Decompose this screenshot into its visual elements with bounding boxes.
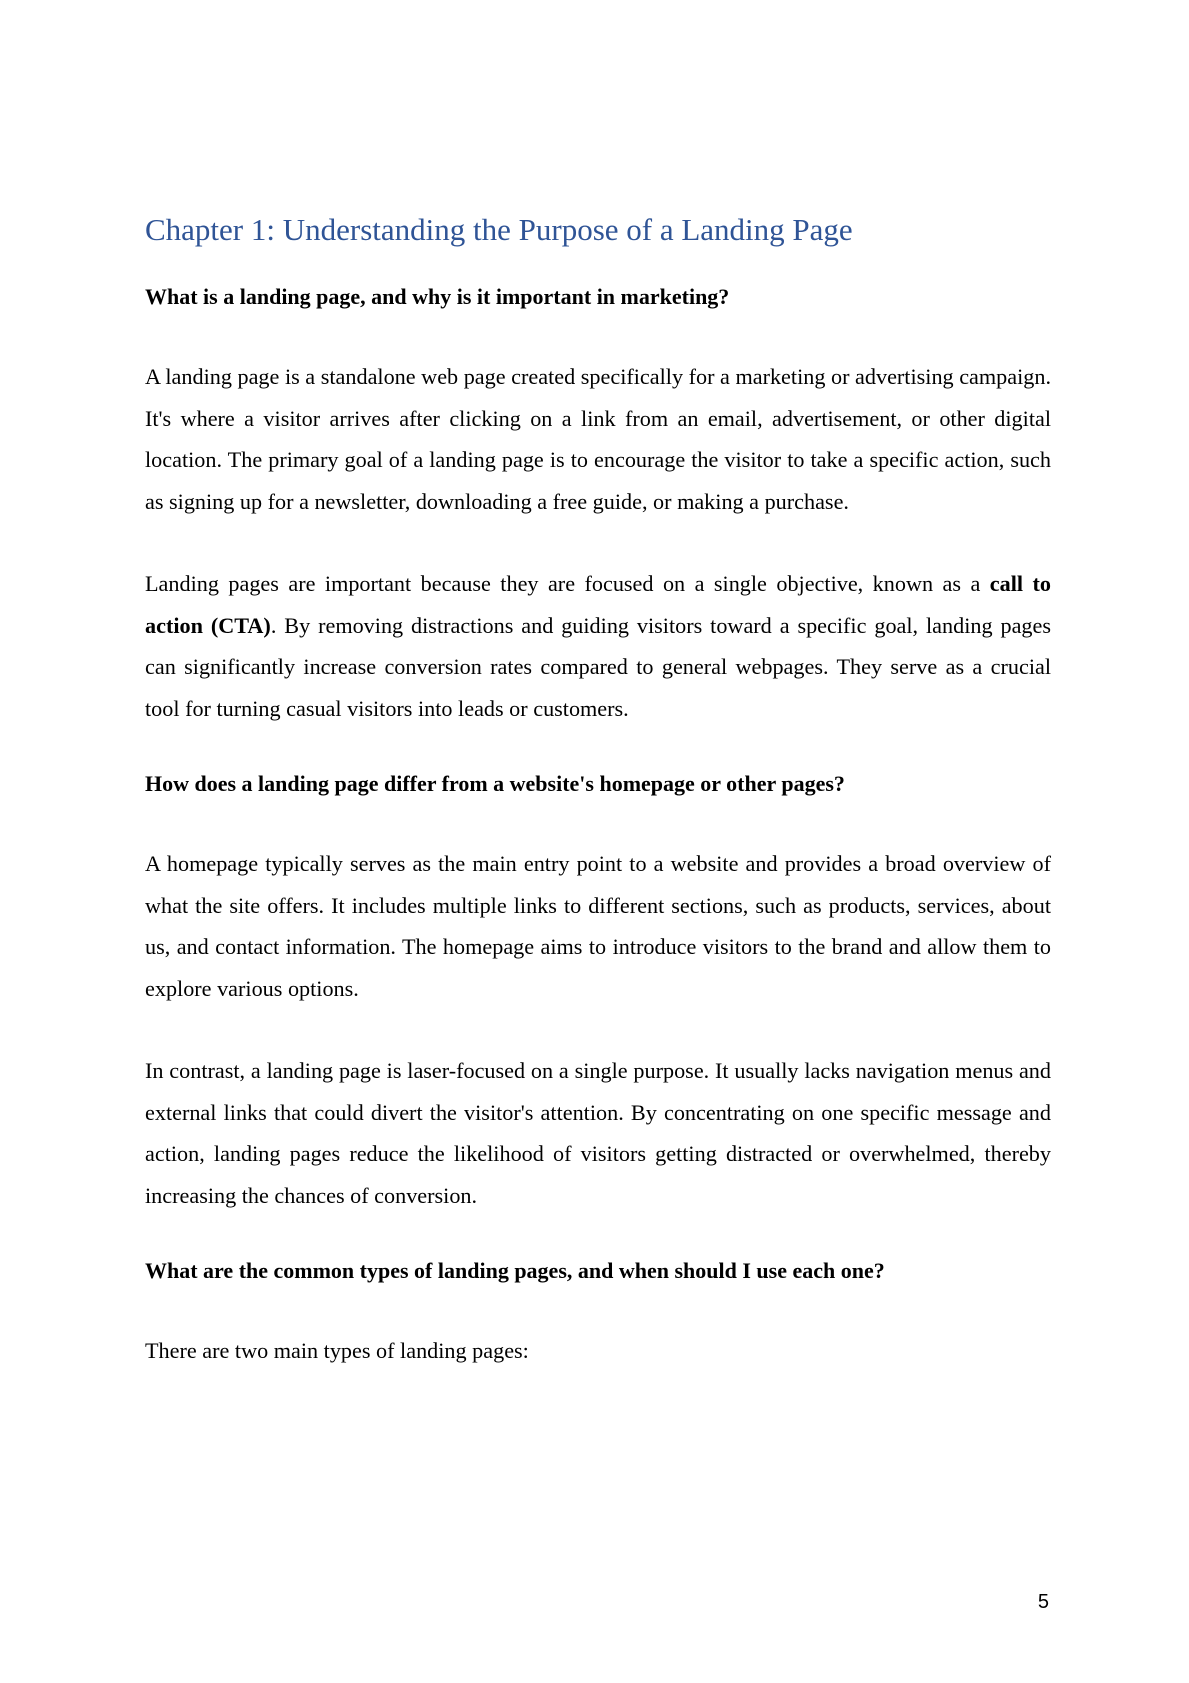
page-number: 5 bbox=[1037, 1591, 1049, 1613]
paragraph-landing-page-contrast: In contrast, a landing page is laser-focused on a single purpose. It usually lacks navigation menus and external links that could divert the visitor's attention. By concentrating on one specific message and action, landing pages reduce the likelihood of visitors getting distracted or overwhelmed, thereby increasing the chances of conversion. bbox=[145, 1058, 1051, 1208]
paragraph-types-intro: There are two main types of landing pages: bbox=[145, 1338, 529, 1363]
section-heading-what-is-landing-page: What is a landing page, and why is it important in marketing? bbox=[145, 284, 730, 309]
paragraph-homepage-description: A homepage typically serves as the main entry point to a website and provides a broad overview of what the site offers. It includes multiple links to different sections, such as products, services, about us, and contact information. The homepage aims to introduce visitors to the brand and allow them to explore various options. bbox=[145, 851, 1051, 1001]
paragraph-landing-page-importance bbox=[145, 563, 1051, 729]
page-content bbox=[145, 208, 1051, 1372]
section-heading-landing-page-types: What are the common types of landing pages, and when should I use each one? bbox=[145, 1258, 885, 1283]
paragraph-text: Landing pages are important because they are focused on a single objective, known as a bbox=[145, 571, 990, 596]
chapter-title: Chapter 1: Understanding the Purpose of a Landing Page bbox=[145, 212, 853, 247]
section-heading-landing-vs-homepage: How does a landing page differ from a website's homepage or other pages? bbox=[145, 771, 845, 796]
cta-emphasis: call to action (CTA) bbox=[145, 571, 1051, 638]
paragraph-landing-page-definition: A landing page is a standalone web page created specifically for a marketing or advertising campaign. It's where a visitor arrives after clicking on a link from an email, advertisement, or other digital location. The primary goal of a landing page is to encourage the visitor to take a specific action, such as signing up for a newsletter, downloading a free guide, or making a purchase. bbox=[145, 364, 1051, 514]
paragraph-text: . By removing distractions and guiding visitors toward a specific goal, landing pages can significantly increase conversion rates compared to general webpages. They serve as a crucial tool for turning casual visitors into leads or customers. bbox=[145, 612, 1052, 721]
